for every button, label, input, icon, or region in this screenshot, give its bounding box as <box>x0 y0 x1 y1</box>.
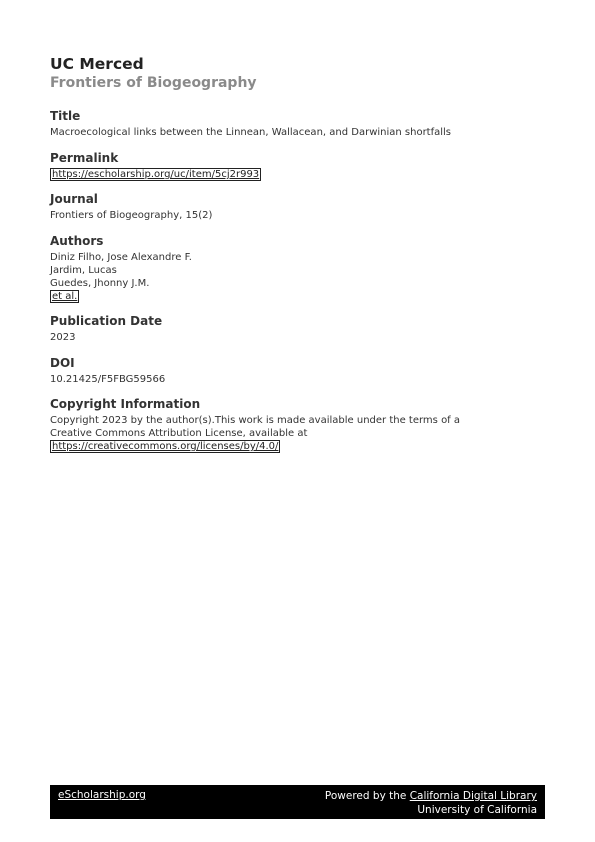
doi-section <box>50 356 165 386</box>
copyright-label: Copyright Information <box>50 397 201 411</box>
powered-by-text: Powered by the <box>324 790 410 802</box>
title-section <box>50 109 451 139</box>
publication-date-section <box>50 314 162 344</box>
permalink-label: Permalink <box>50 151 119 165</box>
license-link[interactable]: https://creativecommons.org/licenses/by/4.0/ <box>52 441 279 452</box>
author-name: Guedes, Jhonny J.M. <box>50 278 150 289</box>
permalink-link[interactable]: https://escholarship.org/uc/item/5cj2r993 <box>52 169 260 180</box>
footer-credits <box>325 789 537 817</box>
authors-section <box>50 234 192 303</box>
author-name: Diniz Filho, Jose Alexandre F. <box>50 252 192 263</box>
publication-date-value: 2023 <box>50 332 76 343</box>
author-name: Jardim, Lucas <box>50 265 117 276</box>
publication-date-label: Publication Date <box>50 314 163 328</box>
copyright-text-line: Copyright 2023 by the author(s).This work is made available under the terms of a <box>50 415 461 426</box>
journal-section <box>50 192 212 222</box>
permalink-section <box>50 151 261 181</box>
escholarship-link[interactable]: eScholarship.org <box>58 789 146 801</box>
journal-label: Journal <box>50 192 98 206</box>
title-value: Macroecological links between the Linnean, Wallacean, and Darwinian shortfalls <box>50 127 452 138</box>
journal-value: Frontiers of Biogeography, 15(2) <box>50 210 213 221</box>
title-label: Title <box>50 109 81 123</box>
copyright-section <box>50 397 460 453</box>
copyright-text-line: Creative Commons Attribution License, available at <box>50 428 308 439</box>
journal-heading: Frontiers of Biogeography <box>50 75 257 91</box>
footer-bar <box>50 785 545 819</box>
doi-value: 10.21425/F5FBG59566 <box>50 374 166 385</box>
cdl-link[interactable]: California Digital Library <box>409 790 537 802</box>
institution-name: UC Merced <box>50 55 144 73</box>
university-text: University of California <box>417 804 537 816</box>
authors-label: Authors <box>50 234 104 248</box>
more-authors-link[interactable]: et al. <box>52 291 78 302</box>
doi-label: DOI <box>50 356 75 370</box>
